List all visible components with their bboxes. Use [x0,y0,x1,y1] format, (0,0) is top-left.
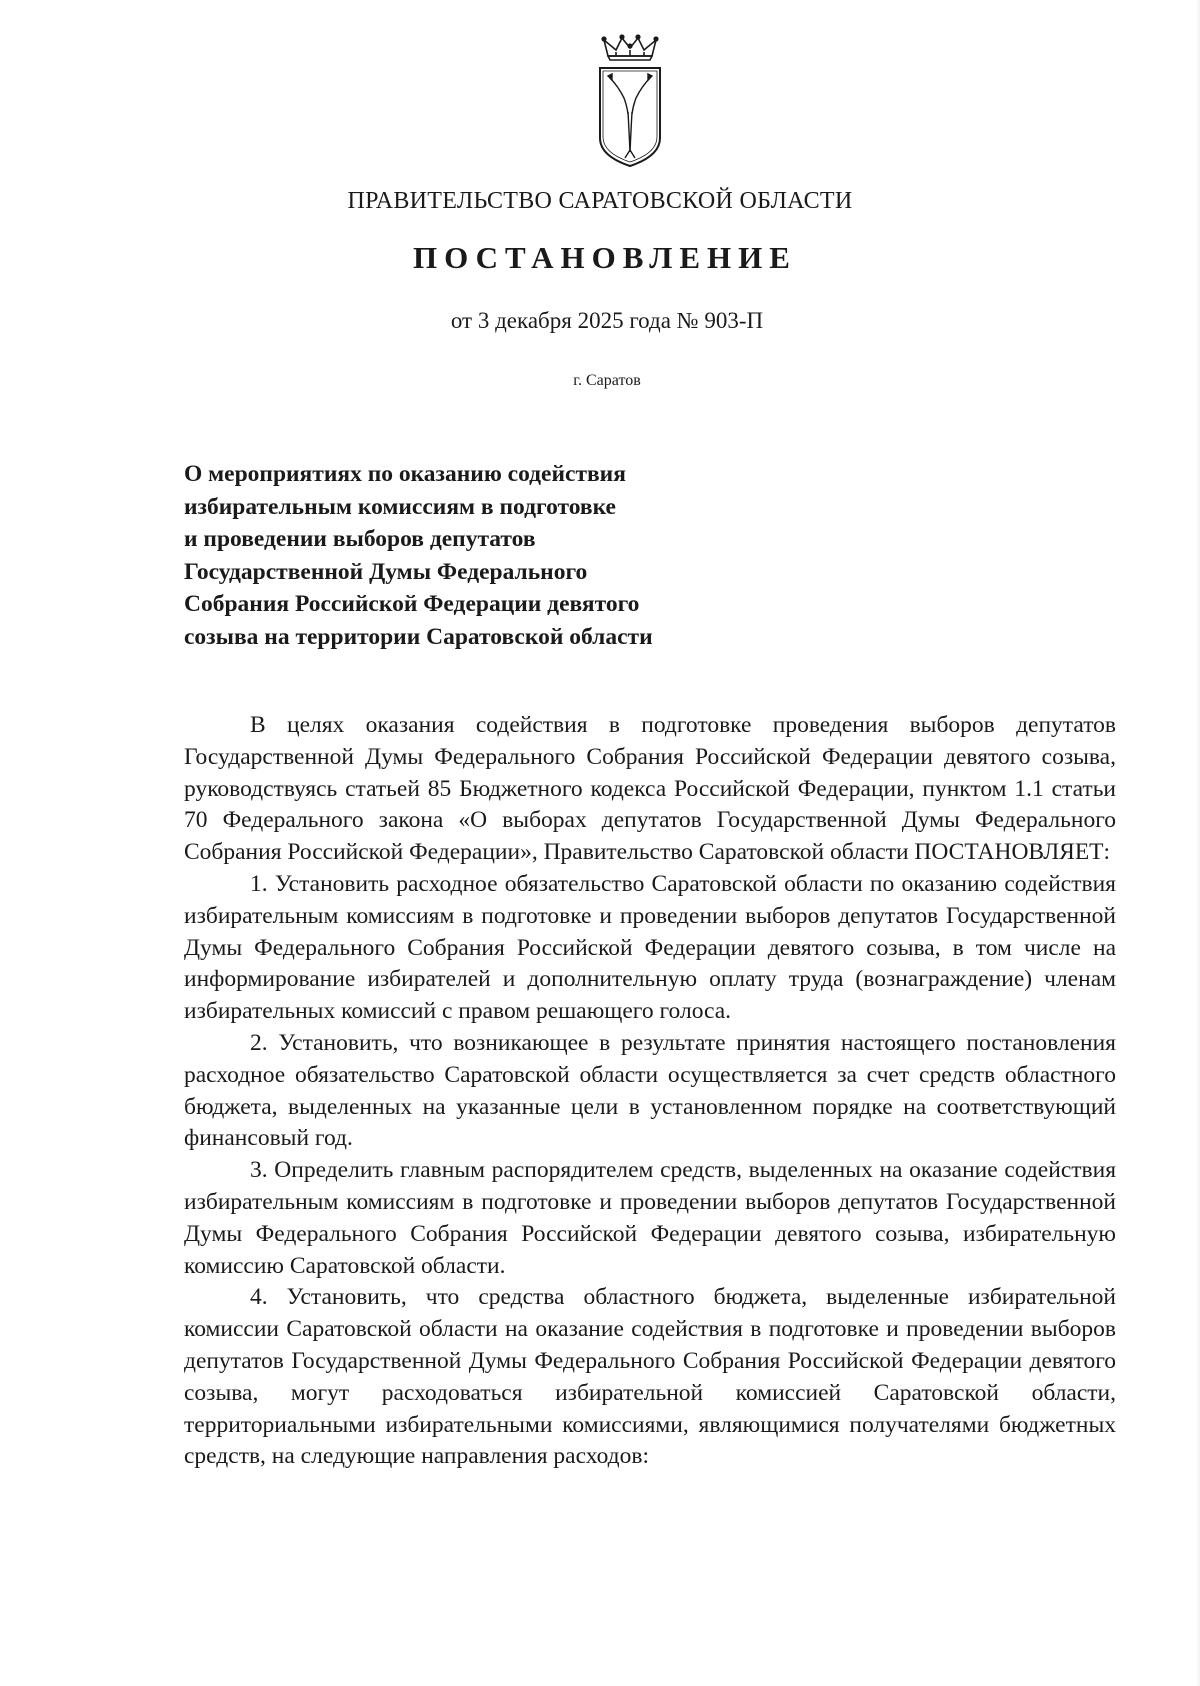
subject-line: Государственной Думы Федерального [184,558,588,585]
document-type: ПОСТАНОВЛЕНИЕ [413,240,797,275]
clause-paragraph-3: 3. Определить главным распорядителем средств, выделенных на оказание содействия избирательным комиссиям в подготовке и проведении выборов депутатов Государственной Думы Федерального Собрания Российской Федерации девятого созыва, избирательную комиссию Саратовской области. [184,1157,1116,1279]
preamble-paragraph: В целях оказания содействия в подготовке проведения выборов депутатов Государственной Думы Федерального Собрания Российской Федерации девятого созыва, руководствуясь статьей 85 Бюджетного кодекса Российской Федерации, пунктом 1.1 статьи 70 Федерального закона «О выборах депутатов Государственной Думы Федерального Собрания Российской Федерации», Правительство Саратовской области ПОСТАНОВЛЯЕТ: [184,712,1116,866]
clause-paragraph-2: 2. Установить, что возникающее в результате принятия настоящего постановления расходное обязательство Саратовской области осуществляется за счет средств областного бюджета, выделенных на указанные цели в установленном порядке на соответствующий финансовый год. [184,1029,1116,1152]
subject-line: созыва на территории Саратовской области [184,623,653,650]
scan-edge [1196,0,1200,1686]
subject-line: О мероприятиях по оказанию содействия [184,461,626,487]
subject-line: Собрания Российской Федерации девятого [184,591,640,617]
subject-line: избирательным комиссиям в подготовке [184,493,616,520]
subject-line: и проведении выборов депутатов [184,526,536,552]
document-city: г. Саратов [573,372,641,389]
document-date-number: от 3 декабря 2025 года № 903-П [450,308,764,333]
document-subject [184,458,824,653]
clause-paragraph-4: 4. Установить, что средства областного бюджета, выделенные избирательной комиссии Саратовской области на оказание содействия в подготовке и проведении выборов депутатов Государственной Думы Федерального Собрания Российской Федерации девятого созыва, могут расходоваться избирательной комиссией Саратовской области, территориальными избирательными комиссиями, являющимися получателями бюджетных средств, на следующие направления расходов: [184,1284,1116,1470]
document-body [184,710,1116,1473]
saratov-coat-of-arms-icon [594,34,666,170]
clause-paragraph-1: 1. Установить расходное обязательство Саратовской области по оказанию содействия избирательным комиссиям в подготовке и проведении выборов депутатов Государственной Думы Федерального Собрания Российской Федерации девятого созыва, в том числе на информирование избирателей и дополнительную оплату труда (вознаграждение) членам избирательных комиссий с правом решающего голоса. [184,870,1116,1025]
government-title: ПРАВИТЕЛЬСТВО САРАТОВСКОЙ ОБЛАСТИ [347,188,853,214]
